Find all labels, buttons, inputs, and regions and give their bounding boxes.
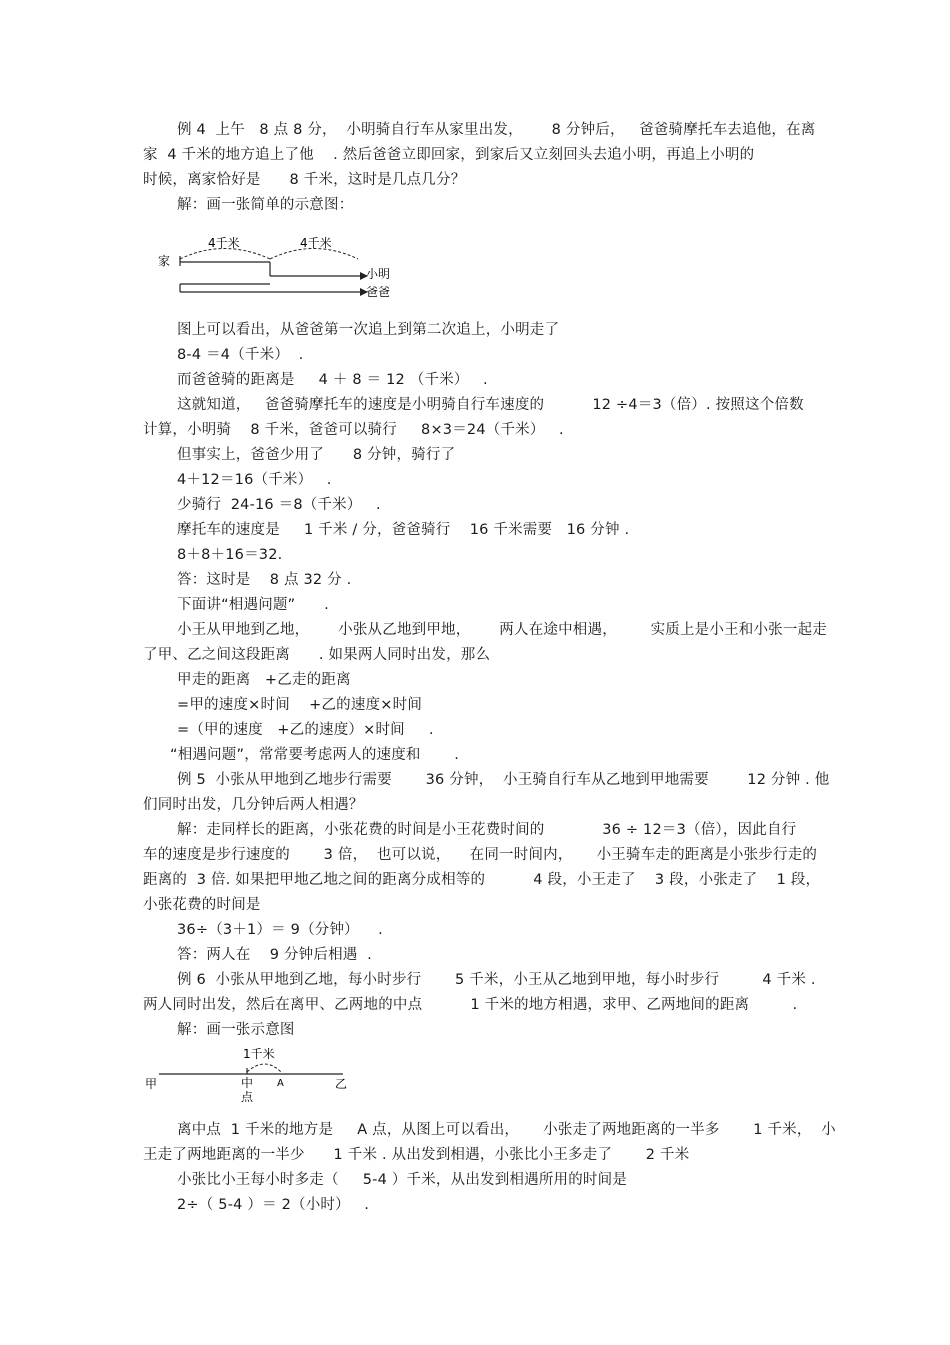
text-line: 两人同时出发，然后在离甲、乙两地的中点 1 千米的地方相遇，求甲、乙两地间的距离 .	[143, 997, 798, 1013]
text-line: 时候，离家恰好是 8 千米，这时是几点几分？	[143, 172, 466, 188]
text-line: 摩托车的速度是 1 千米 / 分，爸爸骑行 16 千米需要 16 分钟 .	[177, 522, 630, 538]
home-label: 家	[158, 254, 171, 268]
dashed-arc	[247, 1064, 281, 1072]
text-line: 解：画一张示意图	[177, 1022, 295, 1038]
text-line: 解：走同样长的距离，小张花费的时间是小王花费时间的 36 ÷ 12＝3（倍），因此自行	[177, 822, 797, 838]
text-line: 例 4 上午 8 点 8 分， 小明骑自行车从家里出发， 8 分钟后， 爸爸骑摩托车去追他，在离	[177, 122, 816, 138]
text-line: 解：画一张简单的示意图：	[177, 197, 354, 213]
text-line: 而爸爸骑的距离是 4 ＋ 8 ＝ 12 （千米） .	[177, 372, 488, 388]
jia-label: 甲	[145, 1077, 158, 1091]
dashed-arc	[180, 249, 270, 260]
text-line: 答：这时是 8 点 32 分 .	[177, 572, 352, 588]
segment-label: 4千米	[300, 236, 332, 250]
midpoint-label: 中	[241, 1076, 254, 1090]
text-line: 小王从甲地到乙地， 小张从乙地到甲地， 两人在途中相遇， 实质上是小王和小张一起走	[177, 622, 827, 638]
text-line: 少骑行 24-16 ＝8（千米） .	[177, 497, 381, 513]
segment-label: 4千米	[208, 236, 240, 250]
text-line: 下面讲“相遇问题” .	[177, 597, 329, 613]
text-line: 4＋12＝16（千米） .	[177, 472, 332, 488]
text-line: =（甲的速度 +乙的速度）×时间 .	[177, 722, 434, 738]
text-line: 图上可以看出，从爸爸第一次追上到第二次追上，小明走了	[177, 322, 560, 338]
chase-diagram	[158, 232, 398, 304]
distance-label: 1千米	[243, 1047, 275, 1061]
midpoint-diagram	[143, 1044, 363, 1104]
text-line: 车的速度是步行速度的 3 倍， 也可以说， 在同一时间内， 小王骑车走的距离是小张步行走的	[143, 847, 818, 863]
text-line: 这就知道， 爸爸骑摩托车的速度是小明骑自行车速度的 12 ÷4＝3（倍）. 按照这个倍数	[177, 397, 804, 413]
text-line: 们同时出发，几分钟后两人相遇？	[143, 797, 364, 813]
text-line: 2÷（ 5-4 ）＝ 2（小时） .	[177, 1197, 370, 1213]
text-line: 计算，小明骑 8 千米，爸爸可以骑行 8×3＝24（千米） .	[143, 422, 564, 438]
text-line: 8-4 ＝4（千米） .	[177, 347, 304, 363]
text-line: 答：两人在 9 分钟后相遇 .	[177, 947, 372, 963]
text-line: 家 4 千米的地方追上了他 . 然后爸爸立即回家，到家后又立刻回头去追小明，再追上小明的	[143, 147, 755, 163]
text-line: 例 6 小张从甲地到乙地，每小时步行 5 千米，小王从乙地到甲地，每小时步行 4 千米 .	[177, 972, 816, 988]
text-line: 36÷（3＋1）＝ 9（分钟） .	[177, 922, 383, 938]
xiaoming-label: 小明	[366, 267, 391, 281]
text-line: 王走了两地距离的一半少 1 千米 . 从出发到相遇，小张比小王多走了 2 千米	[143, 1147, 690, 1163]
text-line: 甲走的距离 +乙走的距离	[177, 672, 351, 688]
text-line: 8＋8＋16＝32.	[177, 547, 283, 563]
dashed-arc	[270, 249, 358, 260]
yi-label: 乙	[335, 1077, 348, 1091]
point-a-label: A	[277, 1078, 284, 1089]
midpoint-label: 点	[241, 1090, 254, 1104]
text-line: 小张比小王每小时多走（ 5-4 ）千米，从出发到相遇所用的时间是	[177, 1172, 628, 1188]
text-line: 例 5 小张从甲地到乙地步行需要 36 分钟， 小王骑自行车从乙地到甲地需要 12 分钟 . 他	[177, 772, 830, 788]
text-line: “相遇问题”，常常要考虑两人的速度和 .	[170, 747, 460, 763]
text-line: 但事实上，爸爸少用了 8 分钟，骑行了	[177, 447, 456, 463]
text-line: 了甲、乙之间这段距离 . 如果两人同时出发，那么	[143, 647, 491, 663]
text-line: 离中点 1 千米的地方是 A 点，从图上可以看出， 小张走了两地距离的一半多 1 千米， 小	[177, 1122, 836, 1138]
text-line: =甲的速度×时间 +乙的速度×时间	[177, 697, 423, 713]
baba-label: 爸爸	[366, 285, 391, 299]
text-line: 小张花费的时间是	[143, 897, 261, 913]
text-line: 距离的 3 倍. 如果把甲地乙地之间的距离分成相等的 4 段，小王走了 3 段，小张走了 1 段，	[143, 872, 821, 888]
